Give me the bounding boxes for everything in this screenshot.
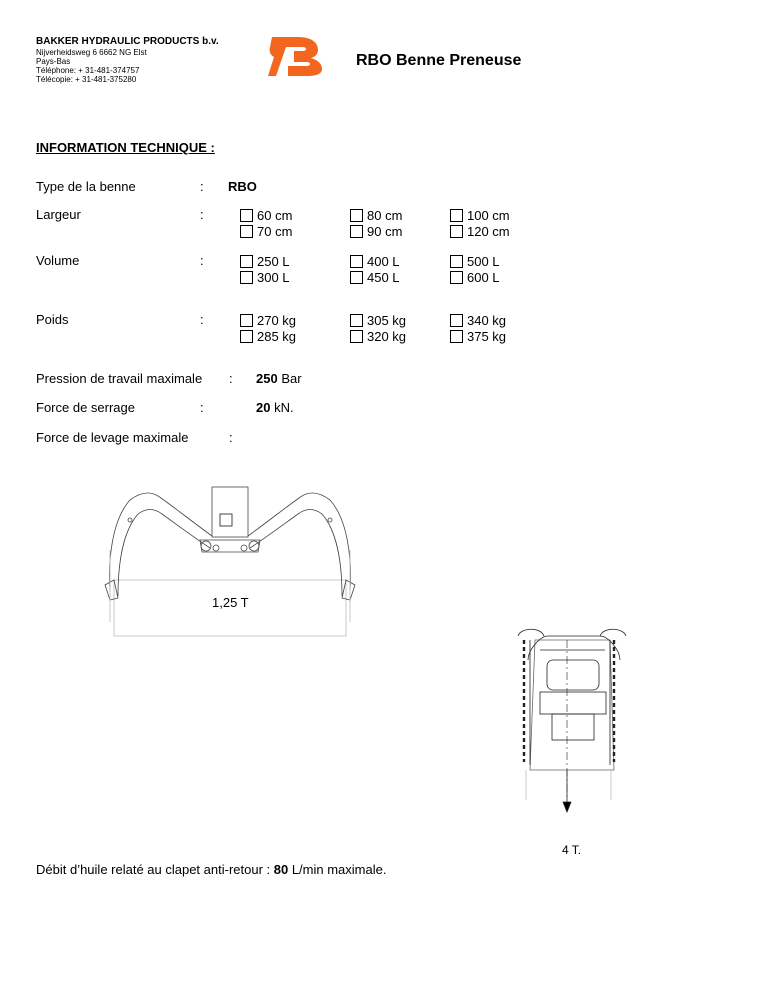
option-label: 250 L (257, 253, 290, 269)
spec-label-largeur: Largeur (36, 207, 81, 222)
option-label: 500 L (467, 253, 500, 269)
spec-label-poids: Poids (36, 312, 69, 327)
address-line-street: Nijverheidsweg 6 6662 NG Elst (36, 48, 147, 57)
spec-label-levage: Force de levage maximale (36, 430, 189, 445)
front-view-drawing (105, 487, 355, 636)
option-label: 305 kg (367, 312, 407, 328)
spec-value-pression: 250 (256, 371, 278, 386)
option-label: 400 L (367, 253, 400, 269)
option-label: 300 L (257, 269, 290, 285)
option-label: 340 kg (467, 312, 507, 328)
oil-flow-suffix: L/min maximale. (288, 862, 387, 877)
oil-flow-prefix: Débit d’huile relaté au clapet anti-retour : (36, 862, 274, 877)
option-label: 90 cm (367, 223, 403, 239)
spec-colon-largeur: : (200, 207, 204, 222)
document-title: RBO Benne Preneuse (356, 52, 522, 69)
front-view-load-label: 1,25 T (212, 595, 249, 610)
option-label: 600 L (467, 269, 500, 285)
spec-unit-serrage: kN. (270, 400, 294, 415)
spec-colon-volume: : (200, 253, 204, 268)
option-label: 120 cm (467, 223, 510, 239)
spec-value-serrage: 20 (256, 400, 271, 415)
spec-colon-pression: : (229, 371, 233, 386)
oil-flow-value: 80 (273, 862, 289, 877)
spec-label-volume: Volume (36, 253, 80, 268)
company-name: BAKKER HYDRAULIC PRODUCTS b.v. (36, 36, 219, 47)
spec-label-type: Type de la benne (36, 179, 136, 194)
spec-unit-pression: Bar (277, 371, 302, 386)
section-title: INFORMATION TECHNIQUE : (36, 140, 215, 155)
oil-flow-note (36, 862, 386, 877)
address-line-fax: Télécopie: + 31-481-375280 (36, 75, 137, 84)
spec-colon-poids: : (200, 312, 204, 327)
side-view-drawing (518, 629, 626, 812)
option-label: 70 cm (257, 223, 293, 239)
address-line-phone: Téléphone: + 31-481-374757 (36, 66, 140, 75)
option-label: 450 L (367, 269, 400, 285)
spec-label-pression: Pression de travail maximale (36, 371, 203, 386)
spec-colon-serrage: : (200, 400, 204, 415)
spec-label-serrage: Force de serrage (36, 400, 135, 415)
option-label: 60 cm (257, 207, 293, 223)
spec-value-type: RBO (228, 179, 257, 194)
spec-colon-levage: : (229, 430, 233, 445)
option-label: 100 cm (467, 207, 510, 223)
option-label: 285 kg (257, 328, 297, 344)
option-label: 375 kg (467, 328, 507, 344)
address-line-country: Pays-Bas (36, 57, 71, 66)
option-label: 320 kg (367, 328, 407, 344)
option-label: 80 cm (367, 207, 403, 223)
side-view-load-label: 4 T. (562, 843, 582, 857)
spec-colon-type: : (200, 179, 204, 194)
option-label: 270 kg (257, 312, 297, 328)
